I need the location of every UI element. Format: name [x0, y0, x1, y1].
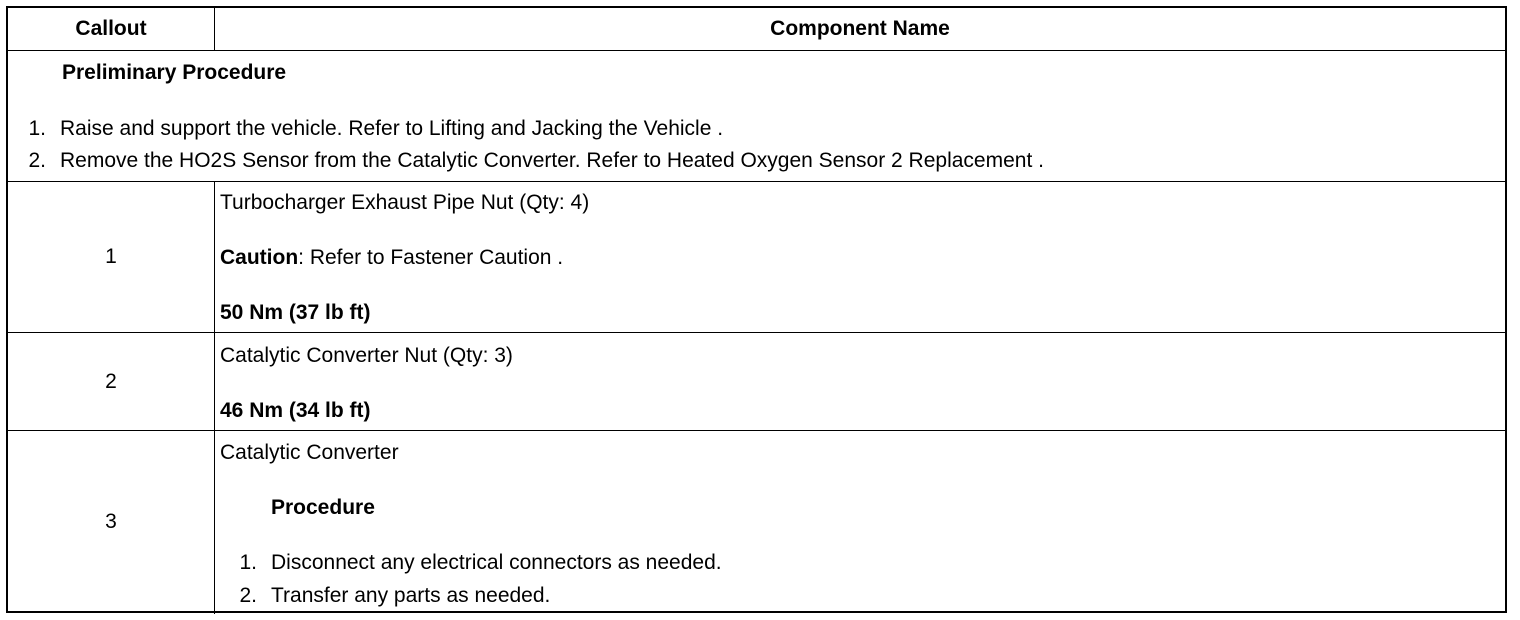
preliminary-procedure-row	[8, 50, 1505, 181]
step-text: Raise and support the vehicle. Refer to Lifting and Jacking the Vehicle .	[60, 117, 724, 140]
table-row	[8, 332, 1505, 430]
component-name: Catalytic Converter	[220, 441, 399, 464]
torque-spec: 50 Nm (37 lb ft)	[220, 301, 371, 324]
component-name: Catalytic Converter Nut (Qty: 3)	[220, 344, 513, 367]
step-text: Disconnect any electrical connectors as needed.	[271, 551, 722, 574]
procedure-step	[235, 584, 550, 608]
caution-label: Caution	[220, 246, 299, 269]
torque-spec: 46 Nm (34 lb ft)	[220, 399, 371, 422]
caution-text: : Refer to Fastener Caution .	[298, 246, 564, 269]
component-cell	[215, 431, 1505, 613]
component-cell	[215, 182, 1505, 332]
component-table	[6, 6, 1507, 613]
step-text: Transfer any parts as needed.	[271, 584, 551, 607]
preliminary-step	[24, 149, 1044, 173]
callout-column-header: Callout	[75, 17, 147, 40]
table-row	[8, 430, 1505, 613]
table-row	[8, 181, 1505, 332]
step-text: Remove the HO2S Sensor from the Catalytic Converter. Refer to Heated Oxygen Sensor 2 Replacement .	[60, 149, 1044, 172]
component-name-column-header: Component Name	[770, 17, 950, 40]
step-number: 2.	[28, 149, 46, 172]
step-number: 1.	[239, 551, 257, 574]
step-number: 1.	[28, 117, 46, 140]
preliminary-procedure-title: Preliminary Procedure	[62, 61, 287, 84]
callout-number: 2	[105, 369, 117, 393]
procedure-step	[235, 551, 722, 575]
table-header-row	[8, 8, 1505, 50]
callout-number: 3	[105, 510, 117, 533]
component-cell	[215, 333, 1505, 430]
caution-note	[220, 246, 563, 270]
component-name: Turbocharger Exhaust Pipe Nut (Qty: 4)	[220, 191, 590, 214]
preliminary-step	[24, 117, 723, 141]
step-number: 2.	[239, 584, 257, 607]
procedure-title: Procedure	[271, 496, 375, 519]
callout-number: 1	[105, 245, 117, 268]
